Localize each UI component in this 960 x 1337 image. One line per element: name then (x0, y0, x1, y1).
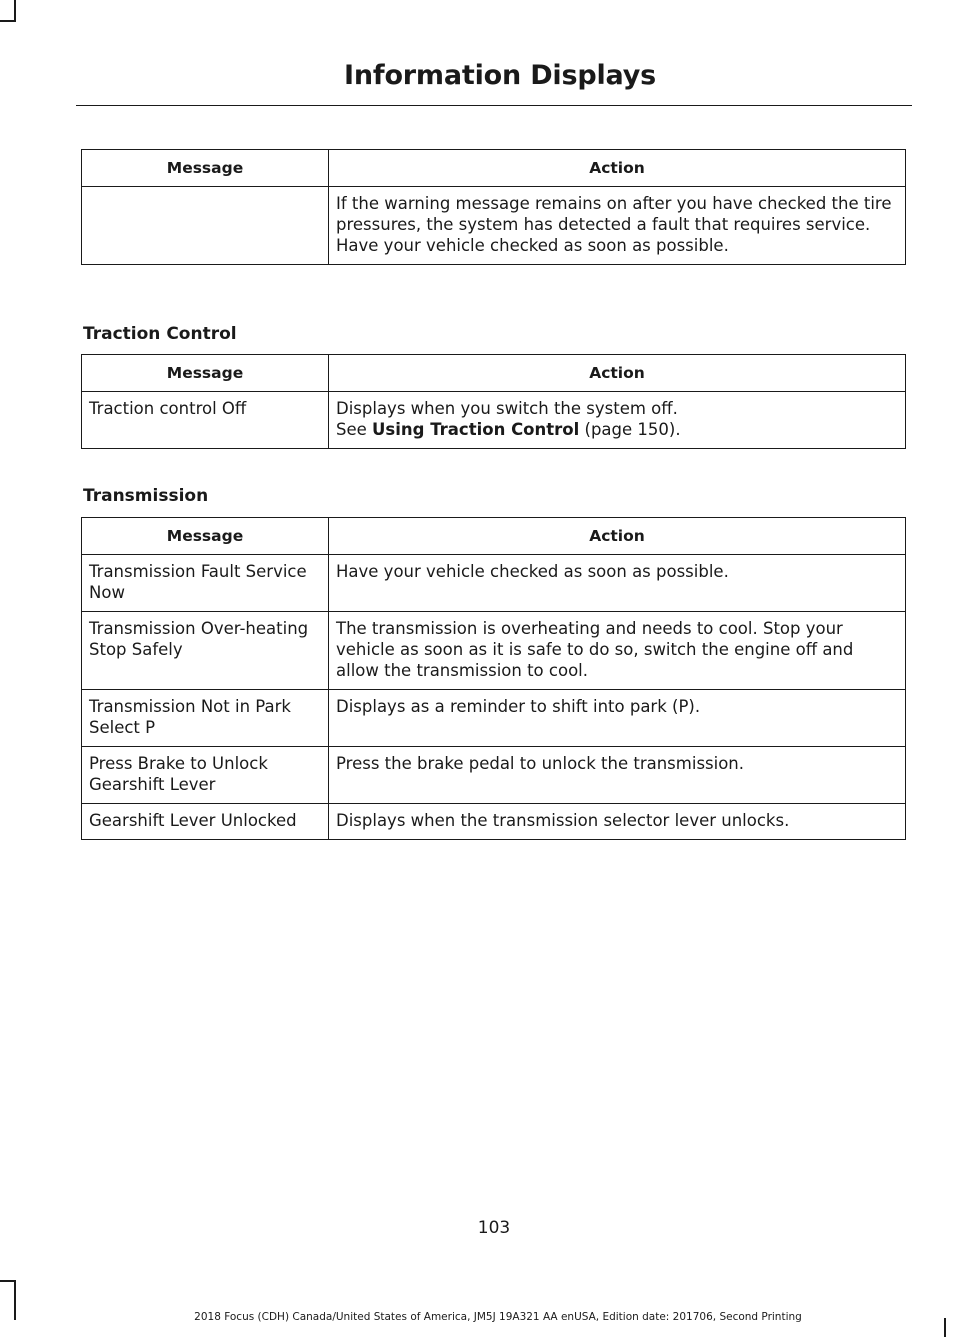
message-cell: Transmission Not in Park Select P (82, 690, 329, 747)
transmission-table (81, 517, 906, 840)
table-row (82, 187, 906, 265)
footer-edition-info: 2018 Focus (CDH) Canada/United States of America, JM5J 19A321 AA enUSA, Edition date: 201706, Second Printing (194, 1311, 802, 1323)
crop-mark-bottom-left-h (0, 1280, 16, 1282)
crop-mark-top-left-h (0, 20, 16, 22)
table-header-row (82, 150, 906, 187)
see-prefix: See (336, 420, 373, 439)
table-row (82, 555, 906, 612)
column-header-action: Action (329, 150, 906, 187)
message-cell: Transmission Fault Service Now (82, 555, 329, 612)
table-header-row (82, 518, 906, 555)
cross-reference-link[interactable]: Using Traction Control (372, 420, 580, 439)
action-cell: Displays as a reminder to shift into park (P). (329, 690, 906, 747)
crop-mark-top-left (14, 0, 16, 22)
message-cell: Traction control Off (82, 392, 329, 449)
action-cell (329, 392, 906, 449)
message-cell: Gearshift Lever Unlocked (82, 804, 329, 840)
table-row (82, 804, 906, 840)
action-cell: If the warning message remains on after you have checked the tire pressures, the system has detected a fault that requires service. Have your vehicle checked as soon as possible. (329, 187, 906, 265)
table-row (82, 690, 906, 747)
column-header-action: Action (329, 355, 906, 392)
message-cell: Transmission Over-heating Stop Safely (82, 612, 329, 690)
page-title: Information Displays (344, 60, 656, 91)
action-text: Displays when you switch the system off. (336, 399, 678, 418)
see-suffix: (page 150). (579, 420, 681, 439)
action-cell: Displays when the transmission selector lever unlocks. (329, 804, 906, 840)
crop-mark-bottom-left (14, 1280, 16, 1320)
title-divider (76, 105, 912, 106)
table-row (82, 392, 906, 449)
traction-control-table (81, 354, 906, 449)
action-cell: Press the brake pedal to unlock the transmission. (329, 747, 906, 804)
table-row (82, 747, 906, 804)
action-cell: The transmission is overheating and needs to cool. Stop your vehicle as soon as it is safe to do so, switch the engine off and allow the transmission to cool. (329, 612, 906, 690)
column-header-message: Message (82, 355, 329, 392)
table-row (82, 612, 906, 690)
section-heading-traction-control: Traction Control (83, 324, 237, 344)
action-cell: Have your vehicle checked as soon as possible. (329, 555, 906, 612)
message-cell: Press Brake to Unlock Gearshift Lever (82, 747, 329, 804)
tire-pressure-table (81, 149, 906, 265)
column-header-message: Message (82, 518, 329, 555)
column-header-message: Message (82, 150, 329, 187)
section-heading-transmission: Transmission (83, 486, 209, 506)
page-number: 103 (477, 1218, 511, 1238)
column-header-action: Action (329, 518, 906, 555)
table-header-row (82, 355, 906, 392)
message-cell (82, 187, 329, 265)
